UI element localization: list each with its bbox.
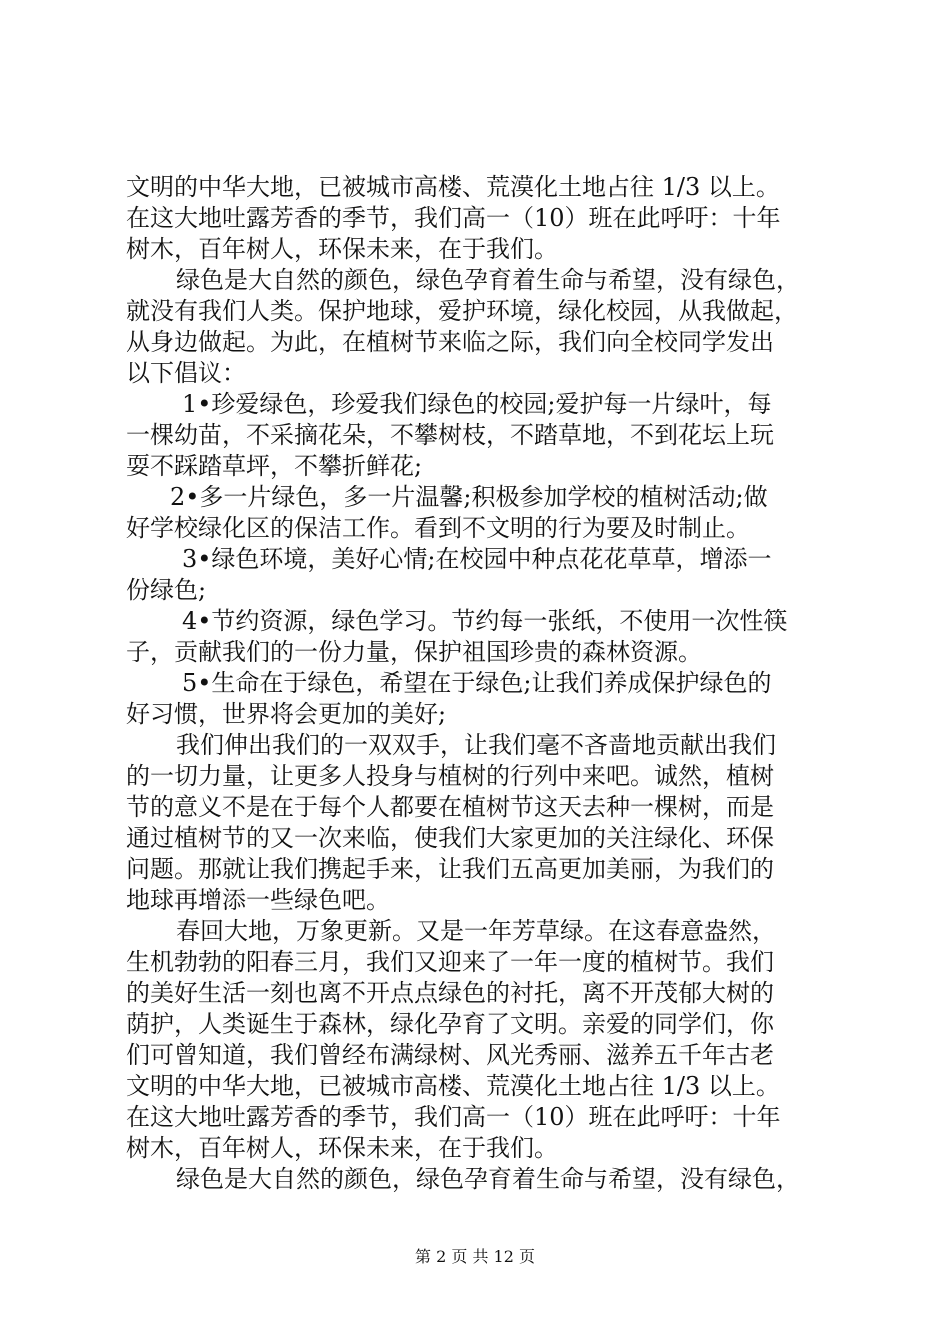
text-line: 树木，百年树人，环保未来，在于我们。: [126, 235, 558, 263]
text-line: 的美好生活一刻也离不开点点绿色的衬托，离不开茂郁大树的: [126, 979, 774, 1007]
text-line: 文明的中华大地，已被城市高楼、荒漠化土地占往 1/3 以上。: [126, 173, 780, 201]
text-line: 的一切力量，让更多人投身与植树的行列中来吧。诚然，植树: [126, 762, 774, 790]
text-line: 荫护，人类诞生于森林，绿化孕育了文明。亲爱的同学们，你: [126, 1010, 774, 1038]
list-item-1-line: 1•珍爱绿色，珍爱我们绿色的校园;爱护每一片绿叶，每: [182, 390, 772, 418]
text-line: 一棵幼苗，不采摘花朵，不攀树枝，不踏草地，不到花坛上玩: [126, 421, 774, 449]
paragraph-start-line: 我们伸出我们的一双双手，让我们毫不吝啬地贡献出我们: [176, 731, 776, 759]
text-line: 耍不踩踏草坪，不攀折鲜花;: [126, 452, 423, 480]
text-line: 文明的中华大地，已被城市高楼、荒漠化土地占往 1/3 以上。: [126, 1072, 780, 1100]
document-body: [126, 172, 836, 1195]
paragraph-start-line: 绿色是大自然的颜色，绿色孕育着生命与希望，没有绿色，: [176, 1165, 800, 1193]
text-line: 份绿色;: [126, 576, 207, 604]
text-line: 问题。那就让我们携起手来，让我们五高更加美丽，为我们的: [126, 855, 774, 883]
text-line: 通过植树节的又一次来临，使我们大家更加的关注绿化、环保: [126, 824, 774, 852]
text-line: 以下倡议：: [126, 359, 246, 387]
paragraph-start-line: 绿色是大自然的颜色，绿色孕育着生命与希望，没有绿色，: [176, 266, 800, 294]
text-line: 们可曾知道，我们曾经布满绿树、风光秀丽、滋养五千年古老: [126, 1041, 774, 1069]
text-line: 树木，百年树人，环保未来，在于我们。: [126, 1134, 558, 1162]
text-line: 好习惯，世界将会更加的美好;: [126, 700, 447, 728]
list-item-5-line: 5•生命在于绿色，希望在于绿色;让我们养成保护绿色的: [182, 669, 772, 697]
text-line: 在这大地吐露芳香的季节，我们高一（10）班在此呼吁：十年: [126, 204, 781, 232]
text-line: 从身边做起。为此，在植树节来临之际，我们向全校同学发出: [126, 328, 774, 356]
paragraph-start-line: 春回大地，万象更新。又是一年芳草绿。在这春意盎然，: [176, 917, 776, 945]
text-line: 生机勃勃的阳春三月，我们又迎来了一年一度的植树节。我们: [126, 948, 774, 976]
text-line: 就没有我们人类。保护地球，爱护环境，绿化校园，从我做起，: [126, 297, 798, 325]
text-line: 子，贡献我们的一份力量，保护祖国珍贵的森林资源。: [126, 638, 702, 666]
text-line: 地球再增添一些绿色吧。: [126, 886, 390, 914]
text-line: 在这大地吐露芳香的季节，我们高一（10）班在此呼吁：十年: [126, 1103, 781, 1131]
list-item-2-line: 2•多一片绿色，多一片温馨;积极参加学校的植树活动;做: [170, 483, 768, 511]
text-line: 节的意义不是在于每个人都要在植树节这天去种一棵树，而是: [126, 793, 774, 821]
list-item-4-line: 4•节约资源，绿色学习。节约每一张纸，不使用一次性筷: [182, 607, 788, 635]
list-item-3-line: 3•绿色环境，美好心情;在校园中种点花花草草，增添一: [182, 545, 772, 573]
text-line: 好学校绿化区的保洁工作。看到不文明的行为要及时制止。: [126, 514, 750, 542]
page-number-footer: 第 2 页 共 12 页: [415, 1247, 535, 1266]
